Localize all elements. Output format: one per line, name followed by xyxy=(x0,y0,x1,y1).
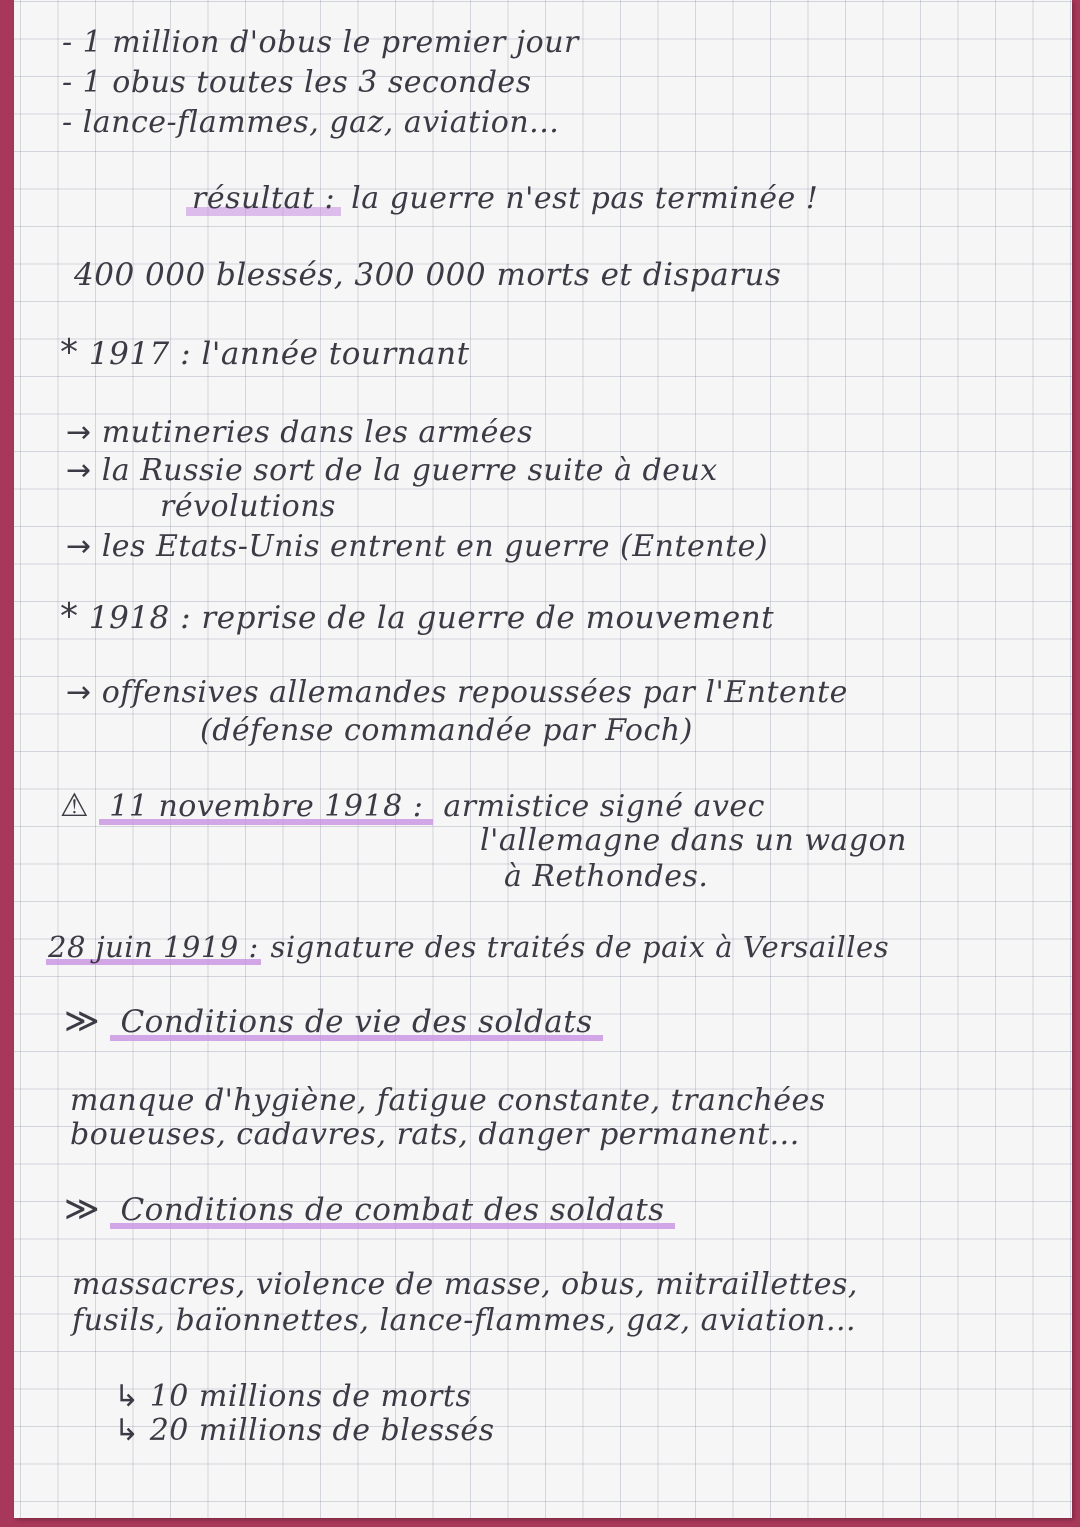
result-label: résultat : xyxy=(186,181,341,216)
result-line xyxy=(186,180,818,218)
double-chevron-icon: ≫ xyxy=(64,1001,101,1041)
bullet-1917-2-text: la Russie sort de la guerre suite à deux xyxy=(101,453,718,488)
toll-dead xyxy=(114,1378,471,1416)
note-line-1: - 1 million d'obus le premier jour xyxy=(62,25,579,60)
arrow-right-icon: → xyxy=(66,675,92,710)
armistice-text: armistice signé avec xyxy=(443,789,765,824)
combat-heading xyxy=(64,1190,675,1229)
toll-wounded xyxy=(114,1412,495,1450)
bullet-1917-3 xyxy=(66,528,768,566)
versailles-line xyxy=(46,928,889,966)
life-text-1: manque d'hygiène, fatigue constante, tranchées xyxy=(70,1083,826,1118)
bullet-1917-2-cont: révolutions xyxy=(160,489,336,524)
arrow-right-icon: → xyxy=(66,453,92,488)
combat-text-1: massacres, violence de masse, obus, mitraillettes, xyxy=(72,1267,858,1302)
versailles-date: 28 juin 1919 : xyxy=(48,930,259,964)
bullet-1918-cont: (défense commandée par Foch) xyxy=(200,713,693,748)
bullet-1917-2 xyxy=(66,452,718,490)
return-arrow-icon: ↳ xyxy=(114,1413,140,1448)
life-heading xyxy=(64,1002,603,1041)
asterisk-icon: * xyxy=(60,596,79,637)
armistice-cont-2: à Rethondes. xyxy=(504,859,709,894)
notebook-page xyxy=(14,0,1072,1518)
armistice-line xyxy=(60,786,765,826)
bullet-1918 xyxy=(66,674,848,712)
toll-wounded-text: 20 millions de blessés xyxy=(149,1413,495,1448)
note-line-2: - 1 obus toutes les 3 secondes xyxy=(62,65,532,100)
life-title: Conditions de vie des soldats xyxy=(110,1004,602,1042)
result-text: la guerre n'est pas terminée ! xyxy=(351,181,819,216)
armistice-date: 11 novembre 1918 : xyxy=(99,789,433,826)
return-arrow-icon: ↳ xyxy=(114,1379,140,1414)
combat-text-2: fusils, baïonnettes, lance-flammes, gaz, aviation... xyxy=(72,1303,857,1338)
bullet-1917-1 xyxy=(66,414,533,452)
asterisk-icon: * xyxy=(60,332,79,373)
bullet-1917-3-text: les Etats-Unis entrent en guerre (Entente) xyxy=(101,529,769,564)
bullet-1918-text: offensives allemandes repoussées par l'Entente xyxy=(101,675,848,710)
year-1918-title: 1918 : reprise de la guerre de mouvement xyxy=(88,600,775,636)
combat-title: Conditions de combat des soldats xyxy=(110,1192,674,1230)
year-1917-heading xyxy=(60,334,470,373)
armistice-cont-1: l'allemagne dans un wagon xyxy=(480,823,907,858)
year-1918-heading xyxy=(60,598,774,637)
arrow-right-icon: → xyxy=(66,529,92,564)
casualties-line: 400 000 blessés, 300 000 morts et disparus xyxy=(74,257,782,293)
year-1917-title: 1917 : l'année tournant xyxy=(88,336,470,372)
double-chevron-icon: ≫ xyxy=(64,1189,101,1229)
versailles-text: signature des traités de paix à Versailles xyxy=(270,930,890,964)
toll-dead-text: 10 millions de morts xyxy=(149,1379,472,1414)
note-line-3: - lance-flammes, gaz, aviation... xyxy=(62,105,560,140)
arrow-right-icon: → xyxy=(66,415,92,450)
bullet-1917-1-text: mutineries dans les armées xyxy=(101,415,534,450)
life-text-2: boueuses, cadavres, rats, danger permanent... xyxy=(70,1117,800,1152)
warning-icon: ⚠ xyxy=(60,786,90,824)
